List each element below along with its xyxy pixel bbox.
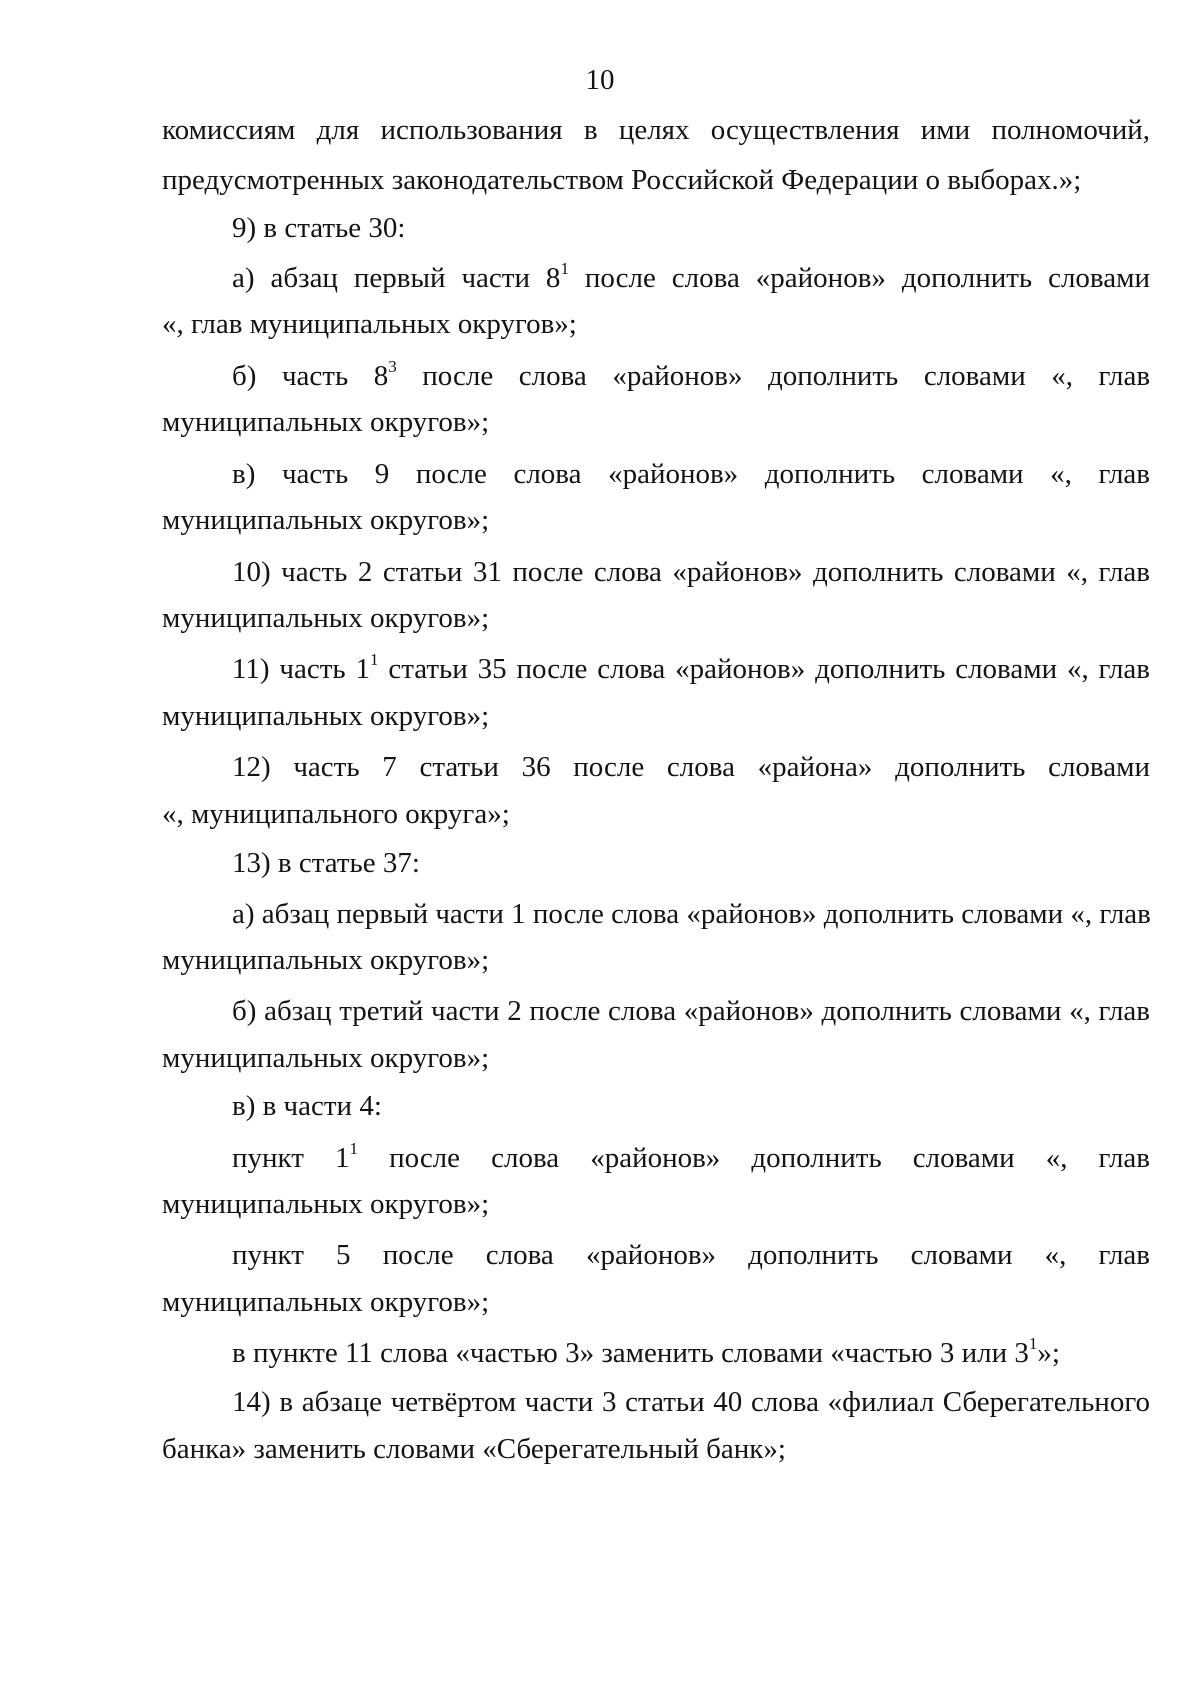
text-line: 10) часть 2 статьи 31 после слова «районов» дополнить словами «, глав [232, 556, 1150, 588]
text-line: муниципальных округов»; [162, 1286, 490, 1318]
page-number: 10 [585, 64, 615, 96]
text-line: в) в части 4: [232, 1090, 382, 1122]
text-line: а) абзац первый части 1 после слова «районов» дополнить словами «, глав [232, 898, 1151, 930]
text-line: а) абзац первый части $8^1$ после слова «районов» дополнить словами [232, 259, 1150, 294]
text-line: в) часть 9 после слова «районов» дополнить словами «, глав [232, 458, 1150, 490]
text-line: б) абзац третий части 2 после слова «районов» дополнить словами «, глав [232, 995, 1150, 1027]
text-line: муниципальных округов»; [162, 1188, 490, 1220]
text-line: 13) в статье 37: [232, 847, 420, 879]
text-line: пункт $1^1$ после слова «районов» дополнить словами «, глав [232, 1139, 1150, 1174]
text-line: «, глав муниципальных округов»; [162, 308, 577, 340]
text-line: муниципальных округов»; [162, 1042, 490, 1074]
text-line: 14) в абзаце четвёртом части 3 статьи 40 слова «филиал Сберегательного [232, 1386, 1150, 1418]
text-line: «, муниципального округа»; [162, 798, 510, 830]
text-line: 9) в статье 30: [232, 212, 406, 244]
text-line: 11) часть $1^1$ статьи 35 после слова «районов» дополнить словами «, глав [232, 650, 1150, 685]
text-line: предусмотренных законодательством Российской Федерации о выборах.»; [162, 164, 1082, 196]
text-line: банка» заменить словами «Сберегательный банк»; [162, 1433, 786, 1465]
text-line: комиссиям для использования в целях осуществления ими полномочий, [162, 114, 1150, 146]
text-line: 12) часть 7 статьи 36 после слова «района» дополнить словами [232, 751, 1150, 783]
text-line: муниципальных округов»; [162, 944, 490, 976]
text-line: муниципальных округов»; [162, 700, 490, 732]
text-line: б) часть $8^3$ после слова «районов» дополнить словами «, глав [232, 357, 1151, 392]
text-line: муниципальных округов»; [162, 406, 490, 438]
text-line: в пункте 11 слова «частью 3» заменить словами «частью 3 или $3^1$»; [232, 1334, 1060, 1369]
text-line: муниципальных округов»; [162, 504, 490, 536]
text-line: пункт 5 после слова «районов» дополнить словами «, глав [232, 1239, 1150, 1271]
text-line: муниципальных округов»; [162, 602, 490, 634]
